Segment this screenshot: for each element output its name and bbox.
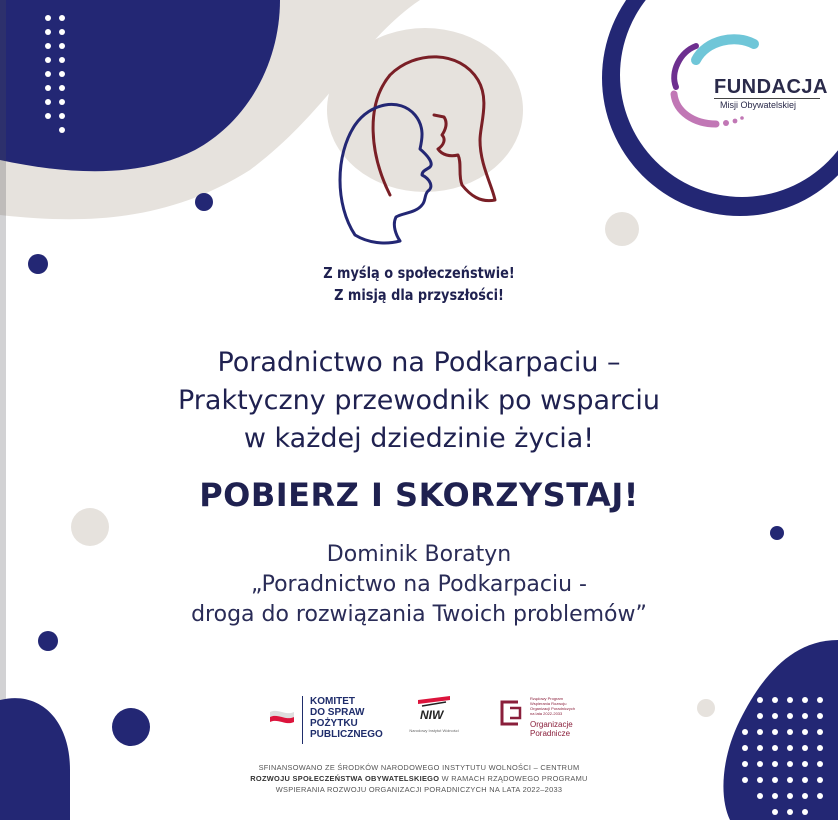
- brand-subtitle: Misji Obywatelskiej: [720, 100, 797, 110]
- funding-line2: ROZWOJU SPOŁECZEŃSTWA OBYWATELSKIEGO W RAMACH RZĄDOWEGO PROGRAMU: [250, 774, 588, 783]
- niw-mark: NIW: [420, 708, 444, 722]
- navy-blob-bottom-left: [0, 698, 70, 820]
- two-faces-illustration-icon: [330, 45, 510, 255]
- program-name: Organizacje Poradnicze: [530, 720, 573, 738]
- funding-notice: [0, 762, 838, 795]
- tagline: [59, 262, 780, 306]
- organizacje-poradnicze-logo: [498, 694, 588, 742]
- tagline-line2: Z misją dla przyszłości!: [334, 286, 504, 304]
- call-to-action: POBIERZ I SKORZYSTAJ!: [199, 476, 639, 514]
- program-caption: Rządowy Program Wspierania Rozwoju Organizacji Poradniczych na lata 2022-2033: [530, 696, 576, 716]
- quote-line2: droga do rozwiązania Twoich problemów”: [191, 602, 647, 627]
- fundacja-logo: [666, 32, 826, 132]
- headline-line2: Praktyczny przewodnik po wsparciu: [178, 385, 660, 416]
- polish-flag-icon: [268, 708, 296, 726]
- funding-line3: WSPIERANIA ROZWOJU ORGANIZACJI PORADNICZYCH NA LATA 2022–2033: [275, 785, 563, 794]
- komitet-text: KOMITET DO SPRAW POŻYTKU PUBLICZNEGO: [310, 696, 383, 740]
- niw-caption: Narodowy Instytut Wolności: [409, 728, 459, 733]
- funding-line1: SFINANSOWANO ZE ŚRODKÓW NARODOWEGO INSTYTUTU WOLNOŚCI – CENTRUM: [258, 763, 580, 772]
- tagline-line1: Z myślą o społeczeństwie!: [323, 264, 515, 282]
- headline-line1: Poradnictwo na Podkarpaciu –: [217, 347, 621, 378]
- organizacje-mark-icon: [498, 698, 524, 728]
- brand-divider: [714, 98, 820, 99]
- quote-line1: „Poradnictwo na Podkarpaciu -: [250, 572, 587, 597]
- niw-logo: [404, 694, 464, 738]
- headline-line3: w każdej dziedzinie życia!: [243, 423, 595, 454]
- author-block: [0, 540, 838, 630]
- headline: [0, 344, 838, 458]
- komitet-logo: [268, 696, 398, 744]
- author-name: Dominik Boratyn: [326, 542, 512, 567]
- brand-name: FUNDACJA: [714, 76, 828, 98]
